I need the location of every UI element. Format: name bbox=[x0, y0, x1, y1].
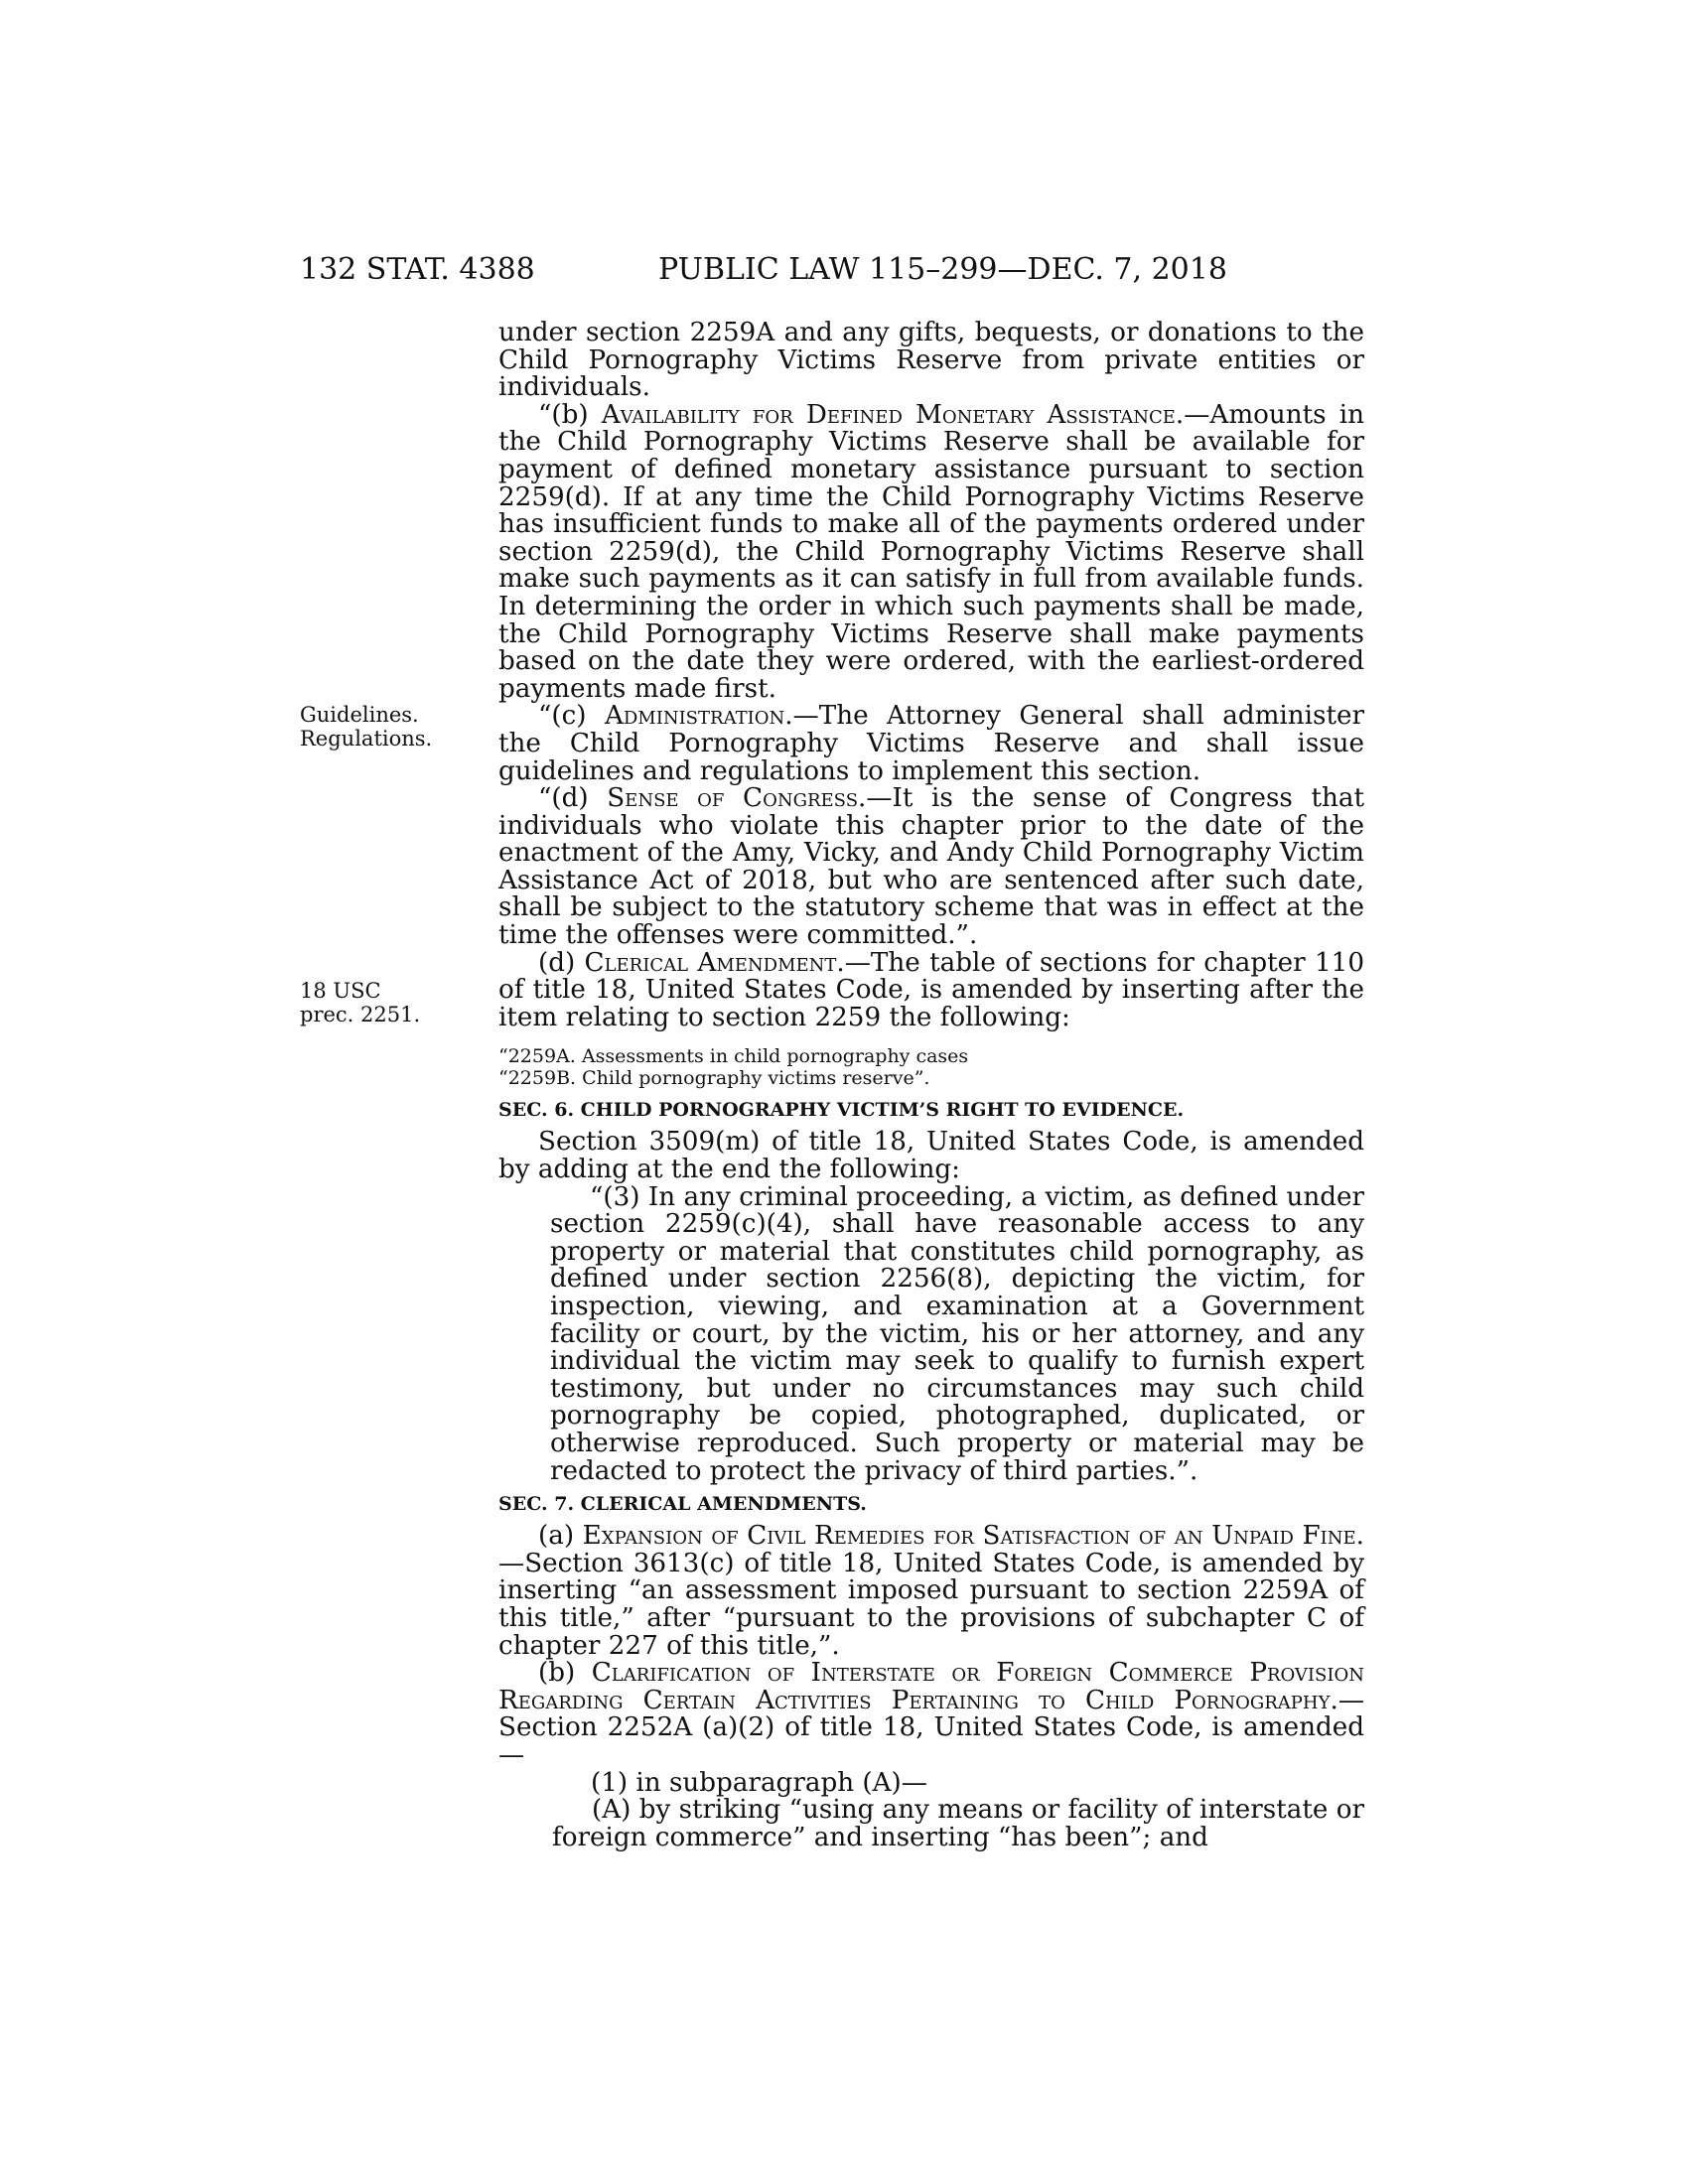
margin-note-regulations-text: Regulations. bbox=[300, 727, 433, 751]
paragraph-heading: Clerical Amendment. bbox=[584, 947, 845, 978]
paragraph-text: —The table of sections for chapter 110 of title 18, United States Code, is amended by inserting after the item relating to section 2259 the following: bbox=[498, 947, 1364, 1032]
margin-note-prec-text: prec. 2251. bbox=[300, 1003, 421, 1026]
paragraph-marker: (b) bbox=[538, 1658, 592, 1689]
main-text-column bbox=[498, 320, 1364, 1851]
paragraph-text: —Section 3613(c) of title 18, United States Code, is amended by inserting “an assessment imposed pursuant to section 2259A of this title,” after “pursuant to the provisions of subchapter C of chapter 227 of this title,”. bbox=[498, 1548, 1364, 1661]
paragraph-continuation: under section 2259A and any gifts, bequests, or donations to the Child Pornography Victims Reserve from private entities or individuals. bbox=[498, 318, 1364, 403]
paragraph-text: —Amounts in the Child Pornography Victims Reserve shall be available for payment of defined monetary assistance pursuant to section 2259(d). If at any time the Child Pornography Victims Reserve has insufficient funds to make all of the payments ordered under section 2259(d), the Child Pornography Victims Reserve shall make such payments as it can satisfy in full from available funds. In determining the order in which such payments shall be made, the Child Pornography Victims Reserve shall make payments based on the date they were ordered, with the earliest-ordered payments made first. bbox=[498, 399, 1364, 704]
paragraph-heading: Availability for Defined Monetary Assistance. bbox=[601, 399, 1185, 430]
margin-note-guidelines-text: Guidelines. bbox=[300, 703, 419, 727]
paragraph-text: —Section 2252A (a)(2) of title 18, United States Code, is amended— bbox=[498, 1685, 1364, 1770]
margin-note-usc-citation bbox=[300, 979, 420, 1026]
table-item: “2259B. Child pornography victims reserve”. bbox=[498, 1067, 930, 1090]
paragraph-heading: Clarification of Interstate or Foreign Commerce Provision Regarding Certain Activities Pertaining to Child Pornography. bbox=[498, 1658, 1364, 1715]
paragraph-sense-of-congress bbox=[498, 785, 1364, 950]
paragraph-administration bbox=[498, 703, 1364, 785]
section-7-subparagraph-A: (A) by striking “using any means or facility of interstate or foreign commerce” and inserting “has been”; and bbox=[552, 1795, 1364, 1852]
paragraph-availability bbox=[498, 399, 1364, 704]
paragraph-marker: (d) bbox=[538, 947, 585, 978]
margin-note-usc-text: 18 USC bbox=[300, 979, 381, 1003]
section-6-paragraph: Section 3509(m) of title 18, United States Code, is amended by adding at the end the following: bbox=[498, 1127, 1364, 1185]
paragraph-heading: Sense of Congress. bbox=[607, 783, 867, 814]
section-7-heading: SEC. 7. CLERICAL AMENDMENTS. bbox=[498, 1493, 867, 1516]
section-7-paragraph-1: (1) in subparagraph (A)— bbox=[591, 1767, 927, 1798]
page-header bbox=[0, 252, 1688, 302]
paragraph-clerical-amendment bbox=[498, 947, 1364, 1032]
section-7-subsection-b bbox=[498, 1660, 1364, 1769]
paragraph-marker: “(d) bbox=[538, 783, 608, 814]
paragraph-heading: Expansion of Civil Remedies for Satisfaction of an Unpaid Fine. bbox=[582, 1521, 1365, 1552]
paragraph-marker: “(c) bbox=[538, 701, 605, 732]
paragraph-marker: “(b) bbox=[538, 399, 602, 430]
paragraph-heading: Administration. bbox=[604, 701, 793, 732]
margin-note-guidelines bbox=[300, 703, 432, 751]
paragraph-text: —The Attorney General shall administer the Child Pornography Victims Reserve and shall issue guidelines and regulations to implement this section. bbox=[498, 701, 1365, 786]
section-6-quoted-paragraph: “(3) In any criminal proceeding, a victim, as defined under section 2259(c)(4), shall have reasonable access to any property or material that constitutes child pornography, as defined under section 2256(8), depicting the victim, for inspection, viewing, and examination at a Government facility or court, by the victim, his or her attorney, and any individual the victim may seek to qualify to furnish expert testimony, but under no circumstances may such child pornography be copied, photographed, duplicated, or otherwise reproduced. Such property or material may be redacted to protect the privacy of third parties.”. bbox=[550, 1181, 1364, 1486]
table-of-sections-insert bbox=[498, 1045, 1364, 1089]
statute-page-number: 132 STAT. 4388 bbox=[300, 252, 535, 287]
paragraph-text: —It is the sense of Congress that individuals who violate this chapter prior to the date of the enactment of the Amy, Vicky, and Andy Child Pornography Victim Assistance Act of 2018, but who are sentenced after such date, shall be subject to the statutory scheme that was in effect at the time the offenses were committed.”. bbox=[498, 783, 1364, 951]
table-item: “2259A. Assessments in child pornography cases bbox=[498, 1045, 969, 1068]
section-6-heading: SEC. 6. CHILD PORNOGRAPHY VICTIM’S RIGHT TO EVIDENCE. bbox=[498, 1099, 1185, 1122]
paragraph-marker: (a) bbox=[538, 1521, 583, 1552]
section-7-subsection-a bbox=[498, 1523, 1364, 1660]
public-law-title: PUBLIC LAW 115–299—DEC. 7, 2018 bbox=[658, 252, 1227, 287]
